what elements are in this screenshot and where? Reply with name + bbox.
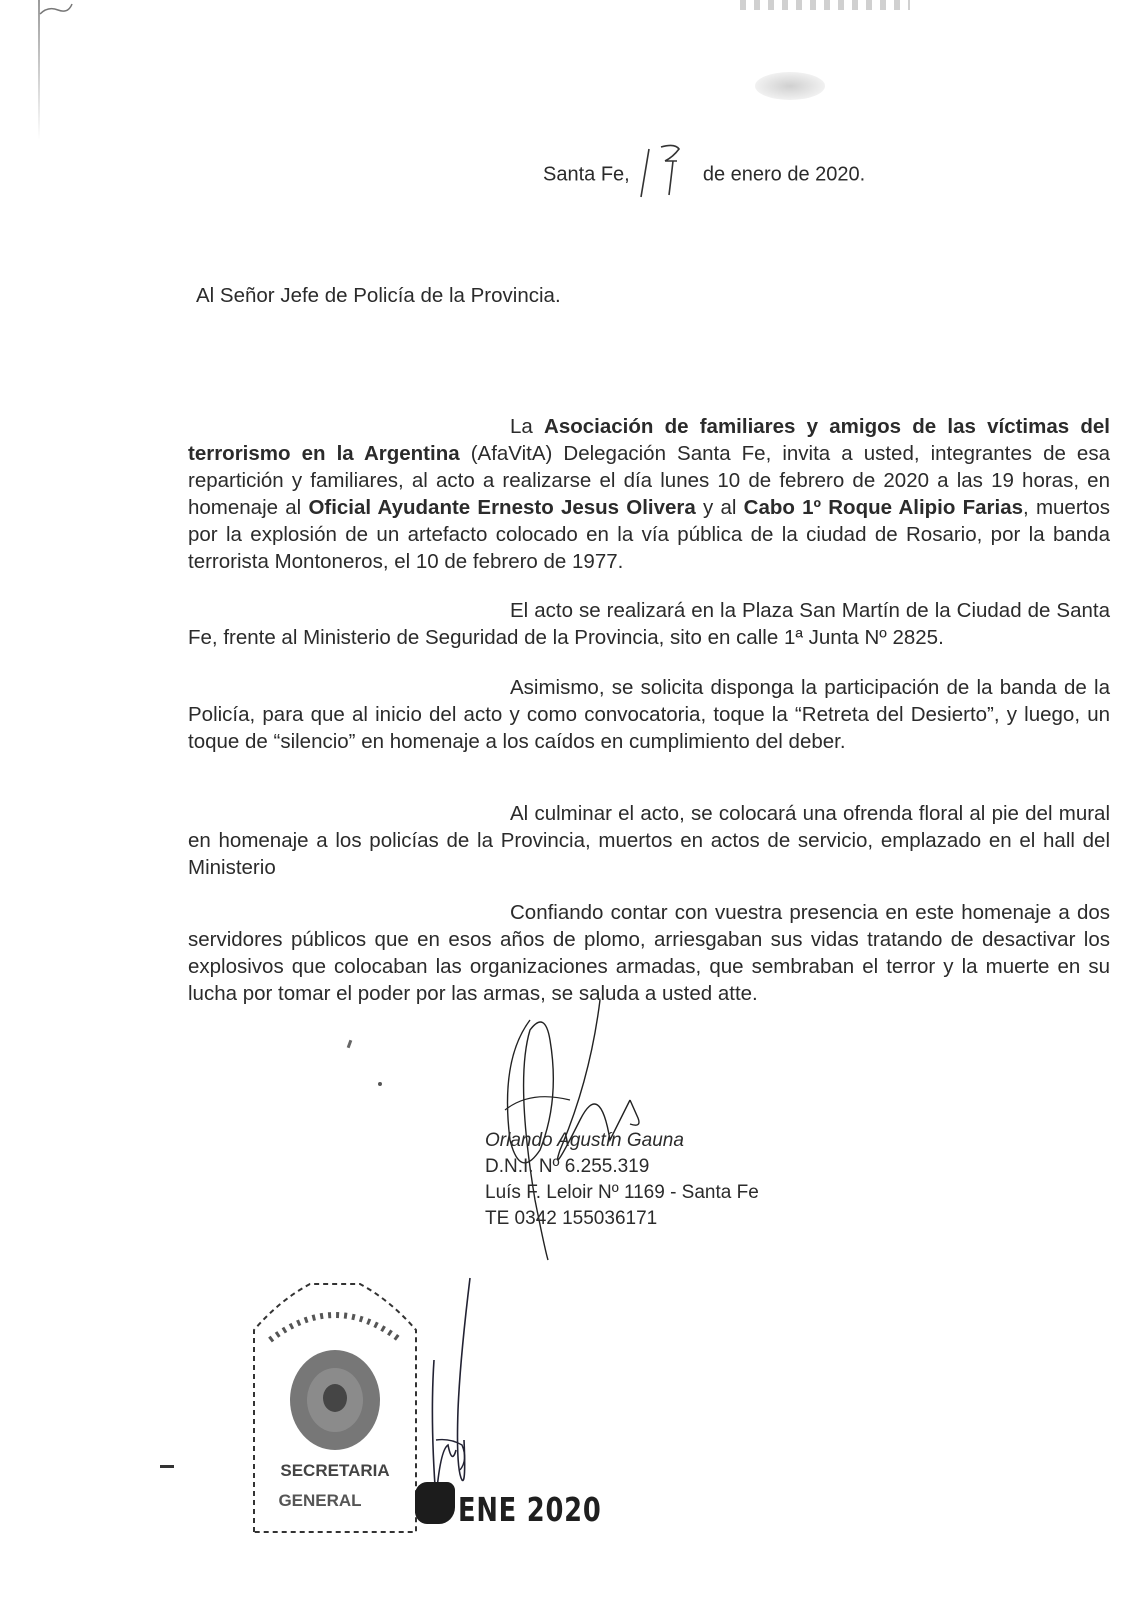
p1-text-3: y al <box>695 496 744 519</box>
signatory-name: Orlando Agustín Gauna <box>485 1130 684 1151</box>
date-place: Santa Fe, <box>543 163 630 186</box>
date-rest: de enero de 2020. <box>702 163 866 186</box>
paragraph-invitation <box>188 413 1110 575</box>
stamp-text-top: SECRETARIA <box>280 1461 390 1480</box>
stamp-text-bottom: GENERAL <box>278 1491 362 1510</box>
stamp-date: ENE 2020 <box>458 1490 602 1529</box>
date-line <box>543 155 865 195</box>
stray-tick <box>347 1040 353 1049</box>
p1-text-4: , muertos por la explosión de un artefacto colocado en la vía pública de la ciudad de Rosario, por la banda terrorista Montoneros, el 10 de febrero de 1977. <box>188 496 1110 573</box>
p1-bold-association: Asociación de familiares y amigos de las víctimas del terrorismo en la Argentina <box>188 415 1110 465</box>
handwritten-day-ink <box>635 141 697 201</box>
handwritten-day <box>635 155 697 195</box>
paragraph-offering: Al culminar el acto, se colocará una ofrenda floral al pie del mural en homenaje a los policías de la Provincia, muertos en actos de servicio, emplazado en el hall del Ministerio <box>188 802 1110 879</box>
p1-text-2: (AfaVitA) Delegación Santa Fe, invita a usted, integrantes de esa repartición y familiares, al acto a realizarse el día lunes 10 de febrero de 2020 a las 19 horas, en homenaje al <box>188 442 1110 519</box>
stray-dash <box>160 1465 174 1468</box>
paragraph-closing: Confiando contar con vuestra presencia en este homenaje a dos servidores públicos que en esos años de plomo, arriesgaban sus vidas tratando de desactivar los explosivos que colocaban las organizaciones armadas, que sembraban el terror y la muerte en su lucha por tomar el poder por las armas, se saluda a usted atte. <box>188 901 1110 1005</box>
scan-top-marks <box>740 0 910 10</box>
signatory-phone: TE 0342 155036171 <box>485 1208 658 1229</box>
recipient-line: Al Señor Jefe de Policía de la Provincia. <box>196 284 561 307</box>
p1-bold-officer: Oficial Ayudante Ernesto Jesus Olivera <box>308 496 696 519</box>
p1-text-1: La <box>510 415 545 438</box>
signatory-block <box>485 1128 759 1232</box>
signatory-address: Luís F. Leloir Nº 1169 - Santa Fe <box>485 1182 759 1203</box>
p1-bold-cabo: Cabo 1º Roque Alipio Farias <box>743 496 1024 519</box>
scan-smudge <box>755 72 825 100</box>
corner-scribble <box>38 2 74 16</box>
stamp-ink-blot <box>415 1482 455 1524</box>
stray-dot <box>378 1082 382 1086</box>
scan-edge-mark <box>38 0 40 140</box>
signatory-dni: D.N.I. Nº 6.255.319 <box>485 1156 650 1177</box>
paragraph-band: Asimismo, se solicita disponga la participación de la banda de la Policía, para que al inicio del acto y como convocatoria, toque la “Retreta del Desierto”, y luego, un toque de “silencio” en homenaje a los caídos en cumplimiento del deber. <box>188 676 1110 753</box>
paragraph-location: El acto se realizará en la Plaza San Martín de la Ciudad de Santa Fe, frente al Ministerio de Seguridad de la Provincia, sito en calle 1ª Junta Nº 2825. <box>188 599 1110 649</box>
